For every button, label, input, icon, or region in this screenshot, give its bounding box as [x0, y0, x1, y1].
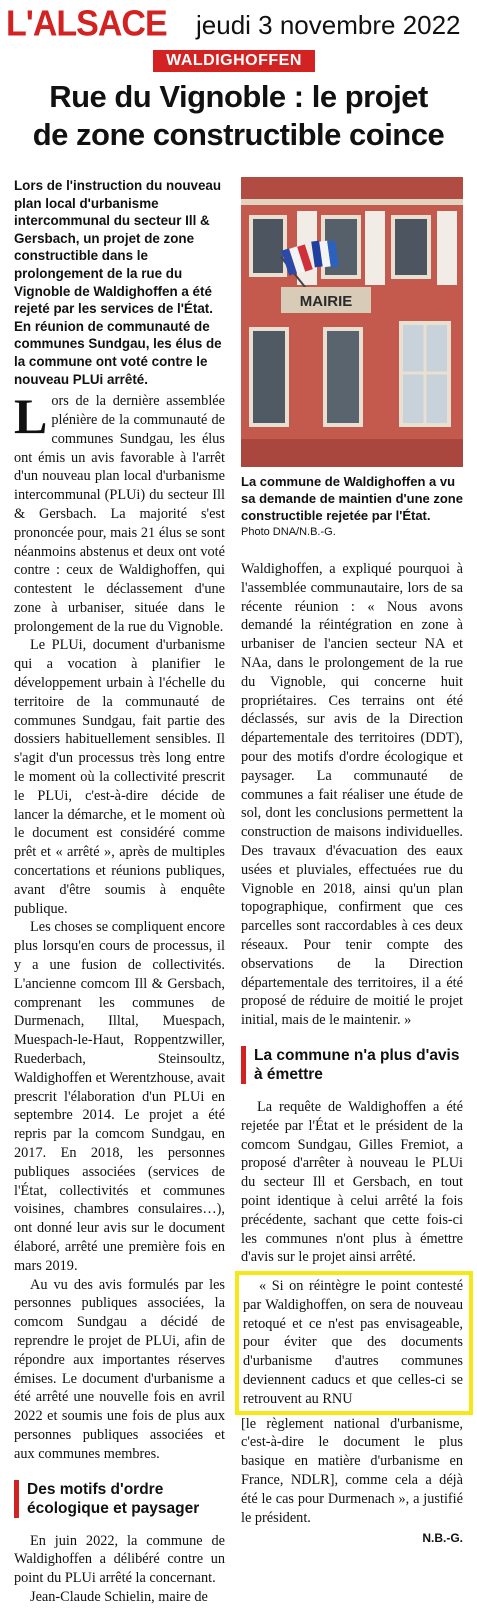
headline-line-1: Rue du Vignoble : le projet — [49, 79, 428, 114]
body-paragraph: Waldighoffen, a expliqué pourquoi à l'assemblée communautaire, lors de sa récente réunion : « Nous avons demandé la réintégration en zone à urbaniser de l'ancien secteur NA et NAa, dans le prolongement de la rue du Vignoble, qui concerne huit propriétaires. Ces terrains ont été déclassés, sur avis de la Direction départementale des territoires (DDT), pour des motifs d'ordre écologique et paysager. La communauté de communes a fait réaliser une étude de sol, dont les conclusions permettent la construction de maisons individuelles. Des travaux d'évacuation des eaux usées et pluviales, effectuées rue du Vignoble en 2018, ainsi qu'un plan topographique, confirment que ces parcelles sont raccordables à ces deux réseaux. Pour tenir compte des observations de la Direction départementale des territoires, il a été proposé de réduire de moitié le projet initial, mais de le maintenir. » — [241, 561, 463, 1029]
body-paragraph: La requête de Waldighoffen a été rejetée par l'État et le président de la comcom Sundgau, Gilles Fremiot, a proposé d'arrêter à nouveau le PLUi du secteur Ill et Gersbach, en tout point identique à celui arrêté la fois précédente, sachant que cette fois-ci les communes n'ont plus à émettre d'avis sur le projet ainsi arrêté. — [241, 1098, 463, 1266]
body-paragraph: En juin 2022, la commune de Waldighoffen a délibéré contre un point du PLUi arrêté la concernant. — [14, 1532, 225, 1587]
body-paragraph: [le règlement national d'urbanisme, c'est-à-dire le document le plus basique en matière d'urbanisme en France, NDLR], comme cela a déjà été le cas pour Durmenach », a justifié le président. — [241, 1415, 463, 1526]
location-rubric: WALDIGHOFFEN — [153, 50, 315, 72]
publication-date: jeudi 3 novembre 2022 — [196, 10, 461, 40]
quote-text: « Si on réintègre le point contesté par Waldighoffen, on sera de nouveau retoqué et ce n'est pas envisageable, pour éviter que des documents d'urbanisme d'autres communes deviennent caducs et que celles-ci se retrouvent au RNU — [243, 1278, 463, 1407]
photo-caption: La commune de Waldighoffen a vu sa demande de maintien d'une zone constructible rejetée par l'État. — [241, 474, 463, 523]
article-lead: Lors de l'instruction du nouveau plan local d'urbanisme intercommunal du secteur Ill & Gersbach, un projet de zone constructible dans le prolongement de la rue du Vignoble de Waldighoffen a été rejeté par les services de l'État. En réunion de communauté de communes Sundgau, les élus de la commune ont voté contre le nouveau PLUi arrêté. — [14, 178, 222, 387]
author-signature: N.B.-G. — [422, 1531, 463, 1546]
paragraph-text: ors de la dernière assemblée plénière de la communauté de communes Sundgau, les élus ont émis un avis favorable à l'arrêt d'un nouveau plan local d'urbanisme intercommunal (PLUi) du secteur Ill & Gersbach. La majorité s'est prononcée pour, mais 21 élus se sont néanmoins abstenus et deux ont voté contre : ceux de Waldighoffen, qui contestent le déclassement d'une zone à urbaniser, située dans le prolongement de la rue du Vignoble. — [14, 393, 225, 635]
masthead — [6, 4, 471, 76]
town-hall-illustration — [241, 177, 463, 467]
newspaper-logo: L'ALSACE — [6, 4, 167, 44]
photo-credit: Photo DNA/N.B.-G. — [241, 526, 336, 538]
highlighted-quote — [235, 1271, 473, 1415]
article-headline — [0, 78, 477, 154]
section-subheading: La commune n'a plus d'avis à émettre — [241, 1046, 463, 1084]
section-subheading: Des motifs d'ordre écologique et paysager — [14, 1480, 225, 1518]
body-paragraph — [14, 388, 225, 636]
body-paragraph: Jean-Claude Schielin, maire de — [30, 1588, 208, 1605]
town-hall-photo — [241, 177, 463, 467]
headline-line-2: de zone constructible coince — [32, 117, 445, 152]
body-paragraph: Au vu des avis formulés par les personnes publiques associées, la comcom Sundgau a décidé de reprendre le projet de PLUi, afin de répondre aux importantes réserves émises. Le document d'urbanisme a été arrêté une nouvelle fois en avril 2022 et soumis une fois de plus aux personnes publiques associées et aux communes membres. — [14, 1276, 225, 1462]
body-paragraph: Les choses se compliquent encore plus lorsqu'en cours de processus, il y a une fusion de collectivités. L'ancienne comcom Ill & Gersbach, comprenant les communes de Durmenach, Illtal, Muespach, Muespach-le-Haut, Roppentzwiller, Ruederbach, Steinsoultz, Waldighoffen et Werentzhouse, avait prescrit l'élaboration d'un PLUi en septembre 2014. Le projet a été repris par la comcom Sundgau, en 2017. En 2018, les personnes publiques associées (services de l'État, collectivités et communes voisines, chambres consulaires…), ont donné leur avis sur le document élaboré, arrêté une première fois en mars 2019. — [14, 919, 225, 1274]
mairie-sign: MAIRIE — [299, 293, 353, 310]
left-column — [14, 177, 225, 1607]
right-column — [241, 177, 463, 1548]
body-paragraph: Le PLUi, document d'urbanisme qui a vocation à planifier le développement urbain à l'échelle du territoire de la communauté de communes Sundgau, fait partie des dossiers habituellement sensibles. Il s'agit d'un processus très long entre le moment où la collectivité prescrit le PLUi, c'est-à-dire décide de lancer la démarche, et le moment où le document est considéré comme prêt et « arrêté », après de multiples concertations et réunions publiques, avant d'être soumis à enquête publique. — [14, 637, 225, 917]
drop-cap: L — [14, 388, 48, 445]
